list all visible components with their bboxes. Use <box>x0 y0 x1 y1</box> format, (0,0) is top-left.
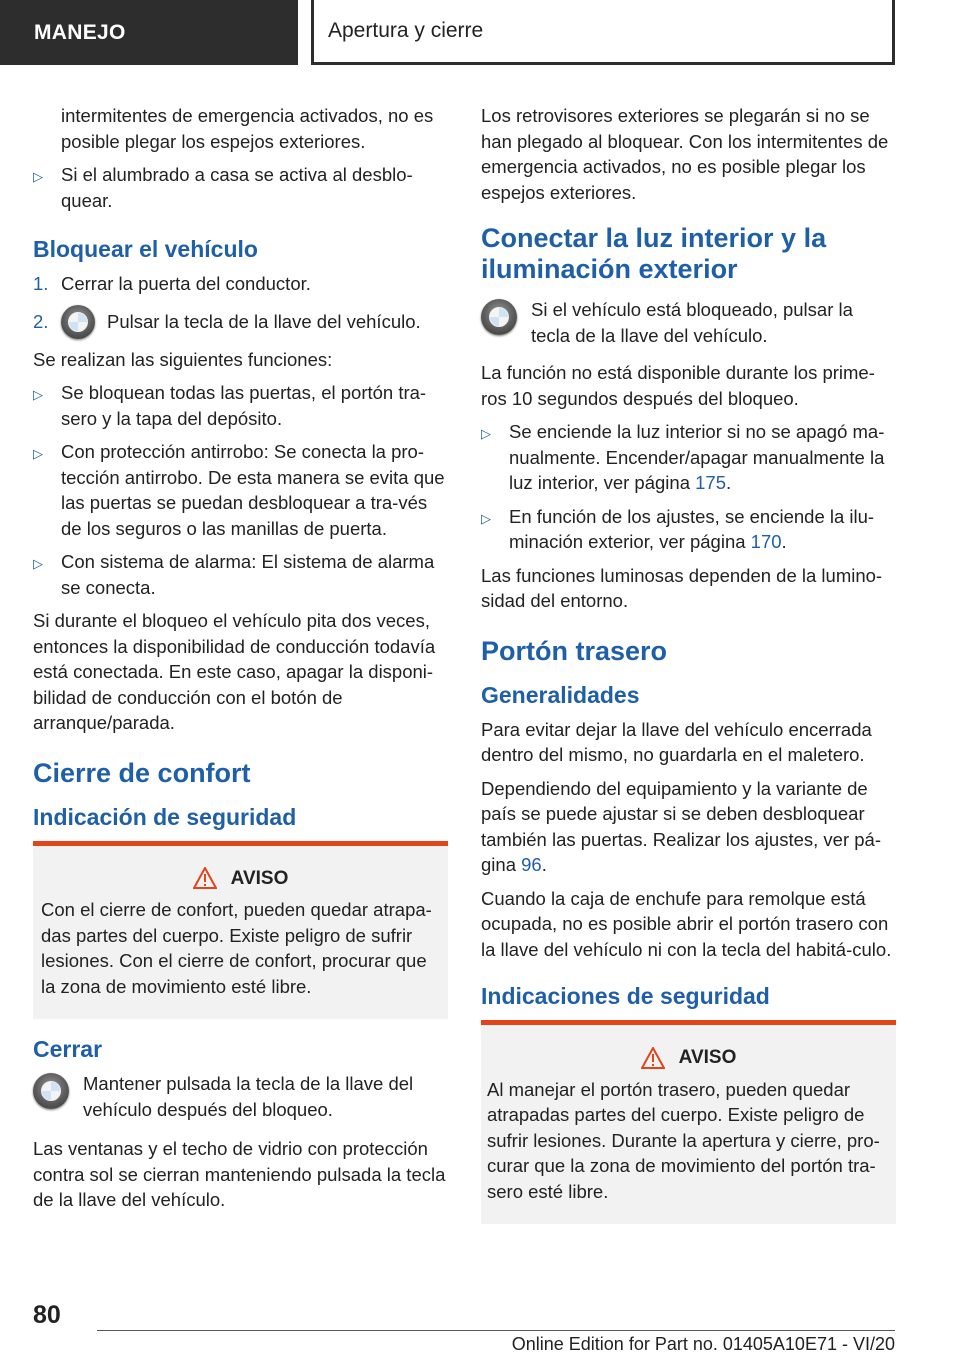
list-item: ▷ Si el alumbrado a casa se activa al desblo-quear. <box>33 162 448 213</box>
right-column <box>481 103 896 1240</box>
warning-triangle-icon <box>193 867 217 889</box>
key-instruction: Si el vehículo está bloqueado, pulsar la tecla de la llave del vehículo. <box>481 297 896 348</box>
heading-close: Cerrar <box>33 1036 103 1062</box>
heading-safety-note: Indicación de seguridad <box>33 803 297 830</box>
bullet-triangle-icon: ▷ <box>33 387 43 402</box>
list-item: ▷ Con sistema de alarma: El sistema de alarma se conecta. <box>33 549 448 600</box>
page-link[interactable]: 175 <box>695 472 727 493</box>
general-paragraph-2: Dependiendo del equipamiento y la variante de país se puede ajustar si se deben desbloquear también las puertas. Realizar los ajustes, ver pá-gina 96. <box>481 777 881 875</box>
section-title: MANEJO <box>34 20 126 44</box>
general-paragraph-1: Para evitar dejar la llave del vehículo encerrada dentro del mismo, no guardarla en el maletero. <box>481 718 872 765</box>
warning-triangle-icon <box>641 1047 665 1069</box>
warning-text: Al manejar el portón trasero, pueden quedar atrapadas partes del cuerpo. Existe peligro de sufrir lesiones. Durante la apertura y cierre, pro-curar que la zona de movimiento del portón tra-sero esté libre. <box>487 1078 880 1202</box>
page-number: 80 <box>33 1301 61 1329</box>
close-paragraph: Las ventanas y el techo de vidrio con protección contra sol se cierran manteniendo pulsada la tecla de la llave del vehículo. <box>33 1138 446 1210</box>
page-link[interactable]: 96 <box>521 854 542 875</box>
heading-safety-notes: Indicaciones de seguridad <box>481 983 770 1009</box>
heading-lock-vehicle: Bloquear el vehículo <box>33 236 258 262</box>
chapter-tab <box>311 0 895 65</box>
step-1: 1. Cerrar la puerta del conductor. <box>33 273 311 294</box>
bullet-triangle-icon: ▷ <box>481 426 491 441</box>
footer-divider <box>97 1330 895 1331</box>
warning-box <box>33 841 448 1020</box>
heading-tailgate: Portón trasero <box>481 635 668 666</box>
page-link[interactable]: 170 <box>750 531 782 552</box>
warning-box <box>481 1020 896 1224</box>
car-key-icon <box>33 1073 69 1109</box>
mirror-paragraph: Los retrovisores exteriores se plegarán si no se han plegado al bloquear. Con los intermitentes de emergencia activados, no es posible plegar los espejos exteriores. <box>481 105 889 203</box>
section-tab <box>0 0 298 65</box>
step-2: 2. Pulsar la tecla de la llave del vehículo. <box>33 305 448 339</box>
heading-interior-light: Conectar la luz interior y la iluminación exterior <box>481 223 827 284</box>
left-column <box>33 103 448 1221</box>
functions-intro: Se realizan las siguientes funciones: <box>33 348 333 370</box>
continued-text: intermitentes de emergencia activados, no es posible plegar los espejos exteriores. <box>61 105 434 152</box>
chapter-title: Apertura y cierre <box>328 19 484 42</box>
list-item: ▷ Con protección antirrobo: Se conecta la pro-tección antirrobo. De esta manera se evita que las puertas se puedan desbloquear a tra-vés de los seguros o las manillas de puerta. <box>33 439 448 541</box>
general-paragraph-3: Cuando la caja de enchufe para remolque está ocupada, no es posible abrir el portón trasero con la llave del vehículo ni con la tecla del habitá-culo. <box>481 887 892 960</box>
car-key-icon <box>481 299 517 335</box>
luminosity-paragraph: Las funciones luminosas dependen de la lumino-sidad del entorno. <box>481 564 883 611</box>
bullet-triangle-icon: ▷ <box>481 510 491 526</box>
warning-title: AVISO <box>230 867 289 889</box>
bullet-triangle-icon: ▷ <box>33 556 43 571</box>
light-paragraph: La función no está disponible durante los prime-ros 10 segundos después del bloqueo. <box>481 362 875 409</box>
beep-paragraph: Si durante el bloqueo el vehículo pita dos veces, entonces la disponibilidad de conducción todavía está conectada. En este caso, apagar la disponi-bilidad de conducción con el botón de arranque/parada. <box>33 610 436 733</box>
list-item: ▷ Se bloquean todas las puertas, el portón tra-sero y la tapa del depósito. <box>33 380 448 431</box>
warning-title: AVISO <box>678 1047 737 1068</box>
heading-general: Generalidades <box>481 681 640 708</box>
bullet-triangle-icon: ▷ <box>33 169 43 184</box>
car-key-icon <box>61 305 95 339</box>
bullet-triangle-icon: ▷ <box>33 446 43 461</box>
list-item: ▷ En función de los ajustes, se enciende la ilu-minación exterior, ver página 170. <box>481 504 896 555</box>
warning-text: Con el cierre de confort, pueden quedar atrapa-das partes del cuerpo. Existe peligro de sufrir lesiones. Con el cierre de confort, procurar que la zona de movimiento esté libre. <box>41 899 432 997</box>
heading-comfort-close: Cierre de confort <box>33 757 251 788</box>
list-item: ▷ Se enciende la luz interior si no se apagó ma-nualmente. Encender/apagar manualmente la luz interior, ver página 175. <box>481 419 896 496</box>
key-instruction: Mantener pulsada la tecla de la llave del vehículo después del bloqueo. <box>33 1071 448 1122</box>
edition-note: Online Edition for Part no. 01405A10E71 - VI/20 <box>511 1334 895 1354</box>
